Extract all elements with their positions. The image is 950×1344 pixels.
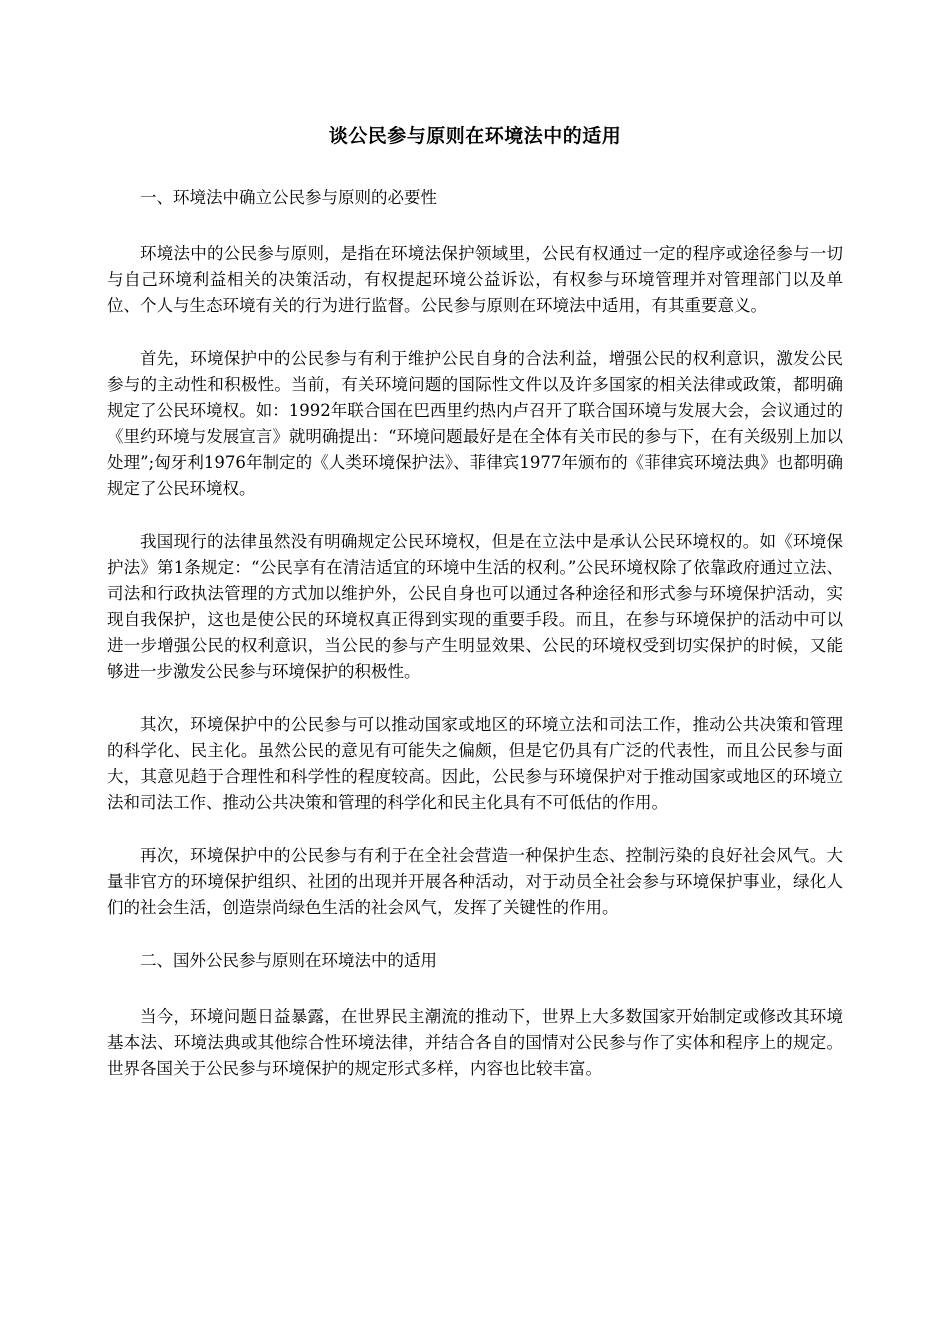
paragraph: 首先，环境保护中的公民参与有利于维护公民自身的合法利益，增强公民的权利意识，激发公民参与的主动性和积极性。当前，有关环境问题的国际性文件以及许多国家的相关法律或政策，都明确规定了公民环境权。如：1992年联合国在巴西里约热内卢召开了联合国环境与发展大会，会议通过的《里约环境与发展宣言》就明确提出：“环境问题最好是在全体有关市民的参与下，在有关级别上加以处理”;匈牙利1976年制定的《人类环境保护法》、菲律宾1977年颁布的《菲律宾环境法典》也都明确规定了公民环境权。 [107, 349, 843, 498]
document-page [107, 121, 843, 1109]
section-heading-1: 一、环境法中确立公民参与原则的必要性 [140, 188, 437, 207]
section-heading-2: 二、国外公民参与原则在环境法中的适用 [140, 951, 437, 970]
paragraph: 环境法中的公民参与原则，是指在环境法保护领域里，公民有权通过一定的程序或途径参与一切与自己环境利益相关的决策活动，有权提起环境公益诉讼，有权参与环境管理并对管理部门以及单位、个人与生态环境有关的行为进行监督。公民参与原则在环境法中适用，有其重要意义。 [107, 244, 843, 315]
paragraph: 当今，环境问题日益暴露，在世界民主潮流的推动下，世界上大多数国家开始制定或修改其环境基本法、环境法典或其他综合性环境法律，并结合各自的国情对公民参与作了实体和程序上的规定。世界各国关于公民参与环境保护的规定形式多样，内容也比较丰富。 [107, 1007, 843, 1078]
paragraph: 我国现行的法律虽然没有明确规定公民环境权，但是在立法中是承认公民环境权的。如《环境保护法》第1条规定：“公民享有在清洁适宜的环境中生活的权利。”公民环境权除了依靠政府通过立法、司法和行政执法管理的方式加以维护外，公民自身也可以通过各种途径和形式参与环境保护活动，实现自我保护，这也是使公民的环境权真正得到实现的重要手段。而且，在参与环境保护的活动中可以进一步增强公民的权利意识，当公民的参与产生明显效果、公民的环境权受到切实保护的时候，又能够进一步激发公民参与环境保护的积极性。 [107, 532, 843, 681]
paragraph: 再次，环境保护中的公民参与有利于在全社会营造一种保护生态、控制污染的良好社会风气。大量非官方的环境保护组织、社团的出现并开展各种活动，对于动员全社会参与环境保护事业，绿化人们的社会生活，创造崇尚绿色生活的社会风气，发挥了关键性的作用。 [107, 846, 843, 917]
document-title: 谈公民参与原则在环境法中的适用 [328, 125, 622, 147]
paragraph: 其次，环境保护中的公民参与可以推动国家或地区的环境立法和司法工作，推动公共决策和管理的科学化、民主化。虽然公民的意见有可能失之偏颇，但是它仍具有广泛的代表性，而且公民参与面大，其意见趋于合理性和科学性的程度较高。因此，公民参与环境保护对于推动国家或地区的环境立法和司法工作、推动公共决策和管理的科学化和民主化具有不可低估的作用。 [107, 715, 843, 812]
